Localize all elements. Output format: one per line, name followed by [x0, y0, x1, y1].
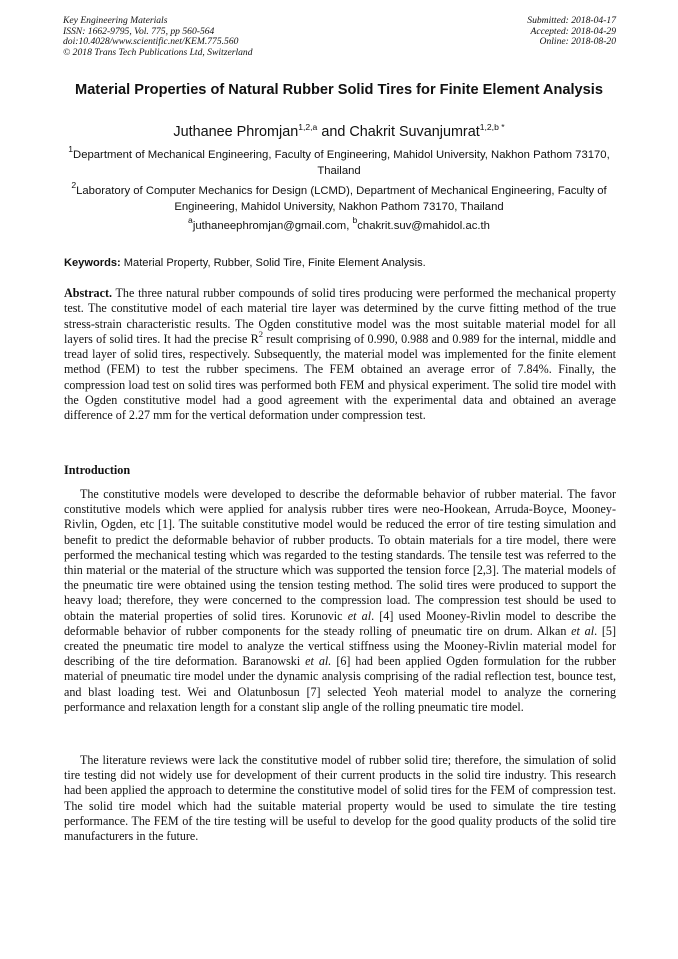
et-al-3: et al. [305, 654, 332, 669]
affiliation-2 [60, 180, 618, 215]
affiliation-2-superscript: 2 [71, 180, 77, 190]
abstract [64, 286, 616, 423]
introduction-paragraph-2: The literature reviews were lack the constitutive model of rubber solid tire; therefore, the simulation of solid tire testing did not widely use for development of their current products in the solid tire industry. This research had been applied the approach to determine the constitutive model of solid tires for the FEM of compression test. The solid tire model which had the suitable material property would be used to simulate the tire testing performance. The FEM of the tire testing will be useful to develop for the good quality products of the solid tire manufacturers in the future. [64, 753, 616, 844]
issn: ISSN: 1662-9795, Vol. 775, pp 560-564 [63, 25, 215, 37]
email-line [60, 215, 618, 235]
introduction-paragraph-1 [64, 487, 616, 715]
keywords-text: Material Property, Rubber, Solid Tire, Finite Element Analysis. [120, 257, 426, 269]
affiliation-1-text: Department of Mechanical Engineering, Faculty of Engineering, Mahidol University, Nakhon Pathom 73170, Thailand [73, 149, 610, 177]
author-2: Chakrit Suvanjumrat [349, 124, 480, 140]
abstract-text-part-2: result comprising of 0.990, 0.988 and 0.989 for the internal, middle and tread layer of solid tires, respectively. Subsequently, the material model was implemented for the finite element method (FEM) to test the rubber specimens. The FEM obtained an average error of 7.84%. Finally, the compression load test on solid tires was performed both FEM and physical experiment. The solid tire model with the Ogden constitutive model had a good agreement with the experimental data and obtained an average difference of 2.27 mm for the vertical deformation under compression test. [64, 331, 616, 422]
author-1-superscript: 1,2,a [298, 122, 318, 132]
accepted-date: Accepted: 2018-04-29 [530, 25, 616, 37]
doi: doi:10.4028/www.scientific.net/KEM.775.560 [63, 36, 239, 48]
intro-p1-part-a: The constitutive models were developed to describe the deformable behavior of rubber material. The favor constitutive models which were applied for analysis rubber tires were neo-Hookean, Arruda-Boyce, Mooney-Rivlin, Ogden, etc [1]. The suitable constitutive model would be reduced the error of tire testing simulation and benefit to predict the deformable behavior of rubber products. To obtain materials for a tire model, there were performed the mechanical testing which was regarded to the testing standards. The tensile test was referred to the thin material or the material of the structure which was supported the tension force [2,3]. The material models of the pneumatic tire were obtained using the tension testing method. The solid tires were produced to support the heavy load; therefore, they were concerned to the compression load. The compression test should be used to obtain the material properties of solid tires. Korunovic [64, 487, 616, 623]
affiliation-2-text: Laboratory of Computer Mechanics for Design (LCMD), Department of Mechanical Engineering, Faculty of Engineering, Mahidol University, Nakhon Pathom 73170, Thailand [76, 185, 607, 213]
introduction-heading: Introduction [64, 463, 131, 477]
author-1: Juthanee Phromjan [173, 124, 299, 140]
online-date: Online: 2018-08-20 [539, 36, 616, 48]
keywords-label: Keywords: [64, 257, 121, 269]
intro-p1-part-c: . [5] created the pneumatic tire model to analyze the vertical stiffness using the Mooney-Rivlin material model for describing of the tire deformation. Baranowski [64, 623, 616, 669]
et-al-2: et al [571, 623, 595, 638]
affiliation-1 [60, 144, 618, 179]
email-a-superscript: a [188, 215, 193, 225]
journal-info [63, 16, 253, 58]
affiliation-1-superscript: 1 [68, 144, 74, 154]
publication-dates [527, 16, 616, 48]
author-2-superscript: 1,2,b * [479, 122, 505, 132]
et-al-1: et al [347, 608, 372, 623]
intro-p1-part-d: [6] had been applied Ogden formulation for the rubber material of pneumatic tire model under the dynamic analysis comprising of the radial reflection test, bounce test, and blast loading test. Wei and Olatunbosun [7] selected Yeoh material model to analyze the cornering performance and relaxation length for a constant slip angle of the rolling pneumatic tire model. [64, 654, 616, 714]
author-connector: and [317, 124, 350, 140]
author-line [0, 123, 678, 141]
journal-name: Key Engineering Materials [63, 15, 168, 26]
copyright: © 2018 Trans Tech Publications Ltd, Switzerland [63, 46, 253, 58]
email-b[interactable]: chakrit.suv@mahidol.ac.th [357, 220, 490, 232]
email-b-superscript: b [352, 215, 358, 225]
submitted-date: Submitted: 2018-04-17 [527, 15, 616, 26]
paper-title: Material Properties of Natural Rubber Solid Tires for Finite Element Analysis [75, 82, 603, 98]
email-a[interactable]: juthaneephromjan@gmail.com, [192, 220, 353, 232]
keywords [64, 256, 616, 271]
r-squared-superscript: 2 [258, 328, 263, 339]
abstract-label: Abstract. [64, 286, 113, 300]
abstract-text-part-1: The three natural rubber compounds of solid tires producing were performed the mechanical property test. The constitutive model of each material tire layer was determined by the curve fitting method of the true stress-strain characteristic results. The Ogden constitutive model was the most suitable material model for all layers of solid tires. It had the precise R [64, 286, 616, 346]
intro-p1-part-b: . [4] used Mooney-Rivlin model to describe the deformable behavior of rubber components for the steady rolling of pneumatic tire on drum. Alkan [64, 608, 616, 638]
